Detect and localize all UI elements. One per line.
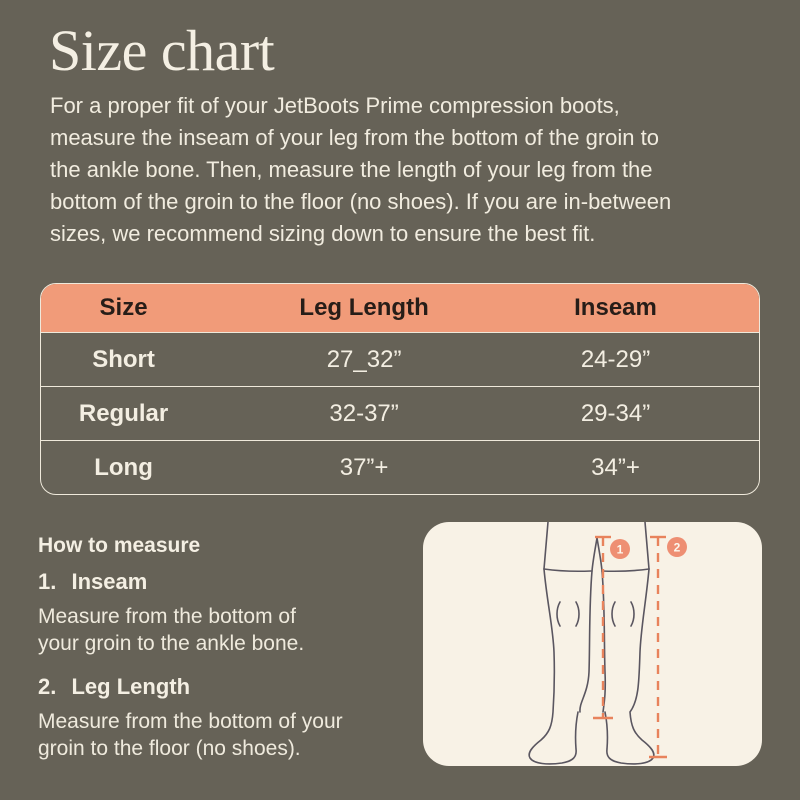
step-number: 2.: [38, 674, 57, 699]
badge-2-icon: [667, 537, 687, 557]
intro-line: For a proper fit of your JetBoots Prime compression boots,: [50, 93, 620, 118]
step-description: [38, 603, 438, 657]
right-knee-mark: [612, 602, 615, 626]
step-description-line: Measure from the bottom of your: [38, 710, 343, 733]
step-heading: [38, 674, 438, 700]
cell-size: Regular: [78, 399, 169, 427]
cell-size: Short: [92, 345, 155, 373]
cell-inseam: 24-29”: [580, 345, 651, 373]
step-description-line: groin to the floor (no shoes).: [38, 737, 301, 760]
badge-1-number: 1: [616, 542, 624, 557]
legs-outline: [529, 522, 654, 764]
how-to-measure-heading: How to measure: [38, 534, 201, 557]
column-header-size: Size: [99, 294, 148, 321]
cell-size: Long: [94, 453, 153, 481]
cell-inseam: 29-34”: [580, 399, 651, 427]
measurement-diagram: [423, 522, 762, 766]
intro-line: measure the inseam of your leg from the bottom of the groin to: [50, 125, 659, 150]
badge-2-number: 2: [673, 540, 681, 555]
column-header-inseam: Inseam: [574, 294, 657, 321]
cell-leg-length: 27_32”: [326, 345, 402, 373]
inseam-measure-line: [593, 537, 613, 718]
cell-leg-length: 37”+: [339, 453, 389, 481]
measure-step-inseam: [38, 569, 438, 657]
intro-line: bottom of the groin to the floor (no shoes). If you are in-between: [50, 189, 672, 214]
table-row-regular: [41, 386, 759, 440]
intro-line: the ankle bone. Then, measure the length of your leg from the: [50, 157, 653, 182]
table-row-short: [41, 332, 759, 386]
size-table-header-row: [41, 284, 759, 332]
step-number: 1.: [38, 569, 57, 594]
cell-inseam: 34”+: [591, 453, 640, 481]
intro-paragraph: [50, 90, 750, 250]
step-name: Inseam: [71, 569, 148, 594]
size-table: [40, 283, 760, 495]
step-heading: [38, 569, 438, 595]
cell-leg-length: 32-37”: [329, 399, 399, 427]
table-row-long: [41, 440, 759, 494]
step-description-line: Measure from the bottom of: [38, 605, 296, 628]
step-name: Leg Length: [71, 674, 191, 699]
measure-step-leg-length: [38, 674, 438, 762]
leg-length-measure-line: [649, 537, 667, 757]
badge-1-icon: [610, 539, 630, 559]
step-description: [38, 708, 438, 762]
left-knee-mark: [557, 602, 560, 626]
page-title: Size chart: [49, 18, 275, 83]
step-description-line: your groin to the ankle bone.: [38, 632, 305, 655]
how-to-measure-section: [38, 534, 438, 762]
legs-illustration: [423, 522, 762, 766]
intro-line: sizes, we recommend sizing down to ensure the best fit.: [50, 221, 596, 246]
column-header-leg-length: Leg Length: [299, 294, 429, 321]
